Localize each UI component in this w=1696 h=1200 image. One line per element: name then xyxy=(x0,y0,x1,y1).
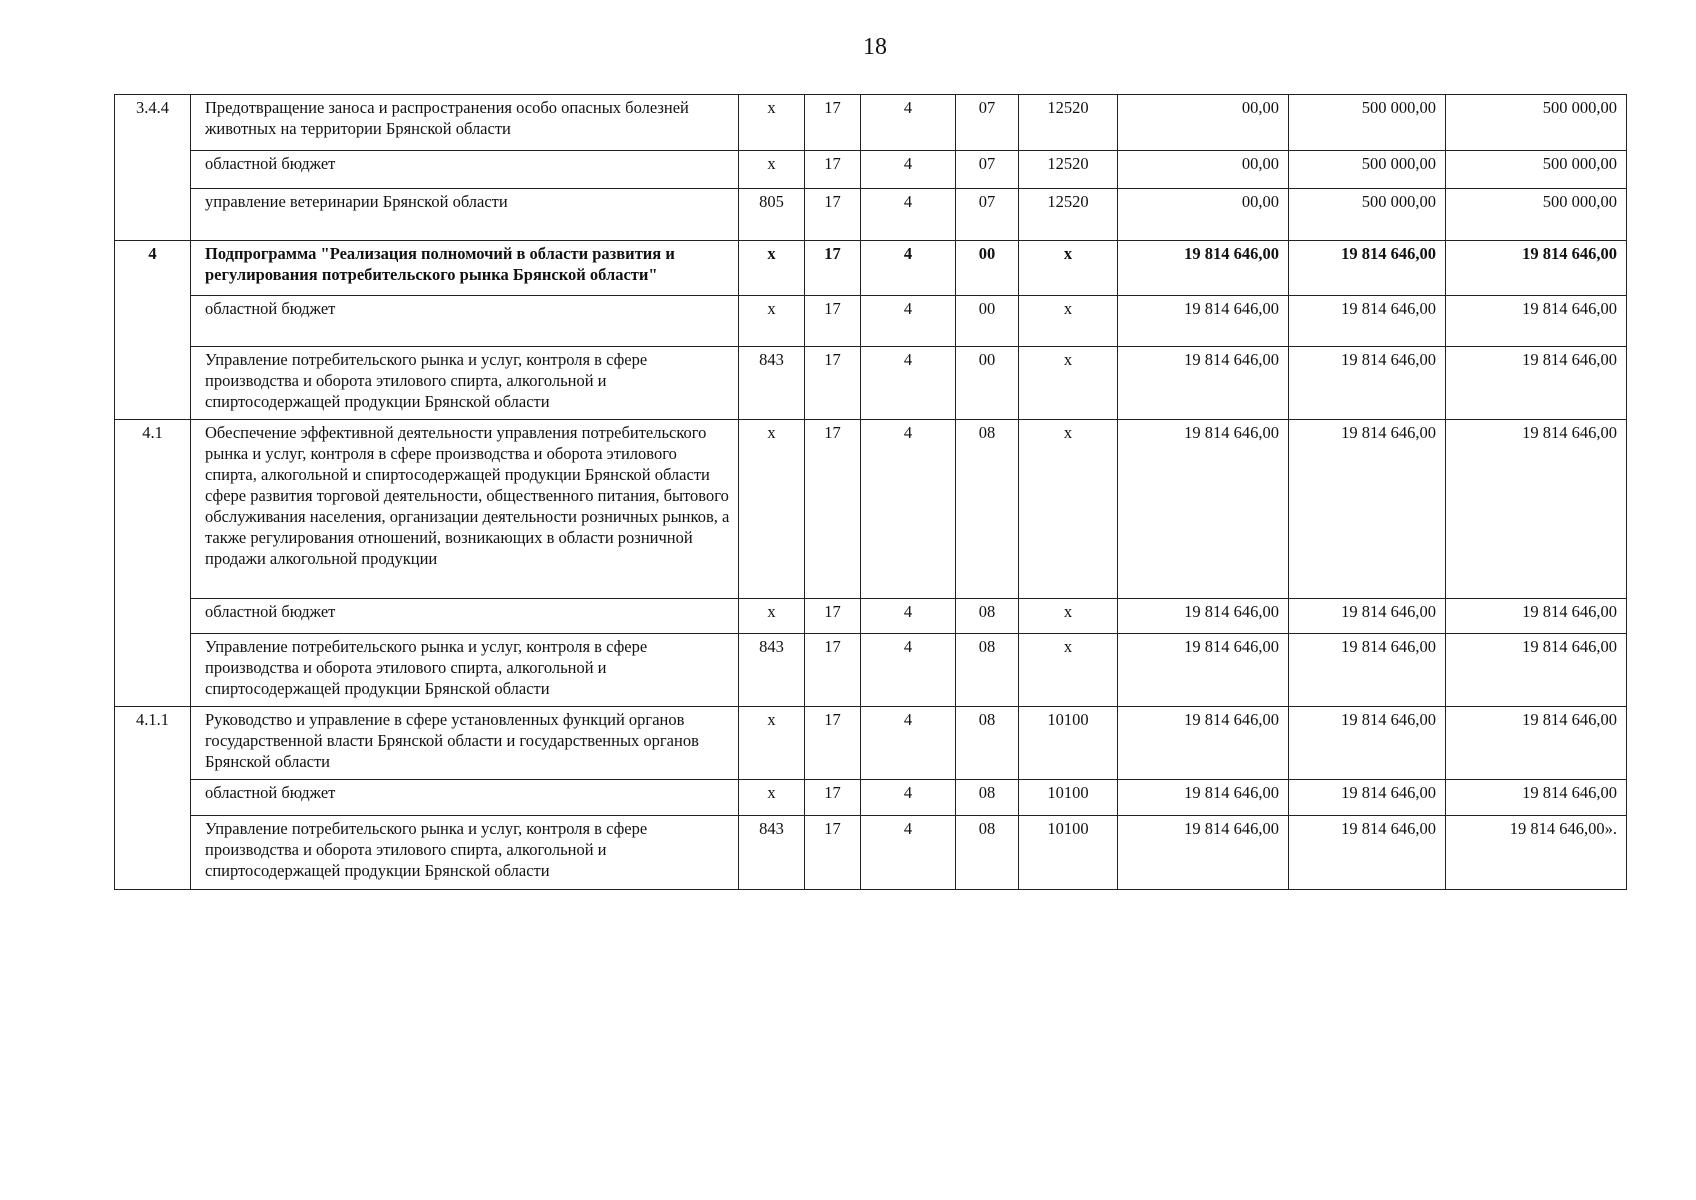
cell-code-3: 4 xyxy=(861,151,956,189)
row-number: 4.1 xyxy=(115,420,191,707)
cell-code-1: х xyxy=(739,296,805,347)
cell-amount-2: 19 814 646,00 xyxy=(1289,296,1446,347)
cell-amount-2: 19 814 646,00 xyxy=(1289,420,1446,599)
cell-code-2: 17 xyxy=(805,241,861,296)
cell-amount-2: 500 000,00 xyxy=(1289,95,1446,151)
cell-amount-3: 19 814 646,00 xyxy=(1446,634,1627,707)
cell-code-5: х xyxy=(1019,296,1118,347)
table-row xyxy=(115,151,1627,189)
row-number: 4.1.1 xyxy=(115,707,191,890)
row-description: Обеспечение эффективной деятельности управления потребительского рынка и услуг, контроля в сфере производства и оборота этилового спирта, алкогольной и спиртосодержащей продукции Брянской области сфере развития торговой деятельности, общественного питания, бытового обслуживания населения, организации деятельности розничных рынков, а также регулирования отношений, возникающих в области розничной продажи алкогольной продукции xyxy=(191,420,739,599)
row-description: Управление потребительского рынка и услуг, контроля в сфере производства и оборота этилового спирта, алкогольной и спиртосодержащей продукции Брянской области xyxy=(191,347,739,420)
cell-code-3: 4 xyxy=(861,241,956,296)
cell-amount-2: 19 814 646,00 xyxy=(1289,816,1446,890)
cell-amount-2: 19 814 646,00 xyxy=(1289,241,1446,296)
cell-code-4: 07 xyxy=(956,189,1019,241)
cell-code-4: 08 xyxy=(956,599,1019,634)
cell-code-5: х xyxy=(1019,599,1118,634)
cell-code-1: 843 xyxy=(739,634,805,707)
cell-amount-1: 19 814 646,00 xyxy=(1118,780,1289,816)
cell-code-1: 805 xyxy=(739,189,805,241)
cell-code-5: 10100 xyxy=(1019,780,1118,816)
cell-amount-3: 500 000,00 xyxy=(1446,189,1627,241)
cell-code-1: х xyxy=(739,599,805,634)
cell-amount-1: 19 814 646,00 xyxy=(1118,816,1289,890)
row-description: Управление потребительского рынка и услуг, контроля в сфере производства и оборота этилового спирта, алкогольной и спиртосодержащей продукции Брянской области xyxy=(191,634,739,707)
cell-amount-3: 500 000,00 xyxy=(1446,95,1627,151)
cell-code-1: х xyxy=(739,420,805,599)
cell-amount-3: 19 814 646,00 xyxy=(1446,296,1627,347)
cell-code-2: 17 xyxy=(805,296,861,347)
cell-amount-2: 19 814 646,00 xyxy=(1289,599,1446,634)
cell-amount-1: 00,00 xyxy=(1118,95,1289,151)
cell-code-2: 17 xyxy=(805,634,861,707)
row-number: 4 xyxy=(115,241,191,420)
cell-code-2: 17 xyxy=(805,707,861,780)
cell-amount-2: 19 814 646,00 xyxy=(1289,347,1446,420)
cell-code-3: 4 xyxy=(861,296,956,347)
cell-code-3: 4 xyxy=(861,189,956,241)
cell-amount-1: 19 814 646,00 xyxy=(1118,347,1289,420)
table-row xyxy=(115,347,1627,420)
cell-code-5: х xyxy=(1019,634,1118,707)
cell-code-3: 4 xyxy=(861,634,956,707)
cell-code-1: х xyxy=(739,95,805,151)
cell-code-3: 4 xyxy=(861,347,956,420)
cell-code-4: 08 xyxy=(956,780,1019,816)
cell-code-1: 843 xyxy=(739,816,805,890)
cell-amount-3: 19 814 646,00 xyxy=(1446,599,1627,634)
cell-code-4: 00 xyxy=(956,241,1019,296)
cell-code-2: 17 xyxy=(805,347,861,420)
row-description: Управление потребительского рынка и услуг, контроля в сфере производства и оборота этилового спирта, алкогольной и спиртосодержащей продукции Брянской области xyxy=(191,816,739,890)
cell-code-3: 4 xyxy=(861,420,956,599)
cell-amount-2: 19 814 646,00 xyxy=(1289,634,1446,707)
table-row xyxy=(115,780,1627,816)
cell-code-1: х xyxy=(739,707,805,780)
page-number: 18 xyxy=(863,34,887,60)
cell-amount-3: 19 814 646,00 xyxy=(1446,707,1627,780)
table-row xyxy=(115,189,1627,241)
cell-code-4: 07 xyxy=(956,95,1019,151)
cell-code-3: 4 xyxy=(861,707,956,780)
cell-code-5: 12520 xyxy=(1019,189,1118,241)
cell-code-5: х xyxy=(1019,420,1118,599)
cell-amount-3: 19 814 646,00». xyxy=(1446,816,1627,890)
cell-code-3: 4 xyxy=(861,599,956,634)
table-row xyxy=(115,634,1627,707)
cell-amount-3: 19 814 646,00 xyxy=(1446,347,1627,420)
cell-code-3: 4 xyxy=(861,780,956,816)
cell-amount-1: 00,00 xyxy=(1118,151,1289,189)
cell-code-4: 08 xyxy=(956,707,1019,780)
row-description: Руководство и управление в сфере установленных функций органов государственной власти Брянской области и государственных органов Брянской области xyxy=(191,707,739,780)
cell-code-2: 17 xyxy=(805,599,861,634)
cell-code-2: 17 xyxy=(805,816,861,890)
cell-code-4: 07 xyxy=(956,151,1019,189)
cell-code-5: х xyxy=(1019,241,1118,296)
cell-code-5: х xyxy=(1019,347,1118,420)
table-row xyxy=(115,816,1627,890)
cell-code-4: 00 xyxy=(956,347,1019,420)
row-description: Предотвращение заноса и распространения особо опасных болезней животных на территории Брянской области xyxy=(191,95,739,151)
cell-code-1: х xyxy=(739,241,805,296)
cell-code-4: 08 xyxy=(956,420,1019,599)
cell-code-5: 12520 xyxy=(1019,151,1118,189)
cell-code-4: 08 xyxy=(956,634,1019,707)
cell-amount-2: 19 814 646,00 xyxy=(1289,707,1446,780)
cell-amount-1: 19 814 646,00 xyxy=(1118,420,1289,599)
table-row xyxy=(115,241,1627,296)
row-description: областной бюджет xyxy=(191,780,739,816)
cell-amount-2: 19 814 646,00 xyxy=(1289,780,1446,816)
cell-amount-1: 19 814 646,00 xyxy=(1118,599,1289,634)
table-row xyxy=(115,95,1627,151)
row-description: управление ветеринарии Брянской области xyxy=(191,189,739,241)
cell-amount-3: 500 000,00 xyxy=(1446,151,1627,189)
cell-amount-3: 19 814 646,00 xyxy=(1446,780,1627,816)
table-row xyxy=(115,707,1627,780)
cell-code-1: 843 xyxy=(739,347,805,420)
cell-amount-1: 19 814 646,00 xyxy=(1118,241,1289,296)
budget-table xyxy=(114,94,1627,890)
cell-amount-2: 500 000,00 xyxy=(1289,151,1446,189)
cell-code-5: 10100 xyxy=(1019,816,1118,890)
cell-code-4: 00 xyxy=(956,296,1019,347)
cell-code-2: 17 xyxy=(805,780,861,816)
cell-code-2: 17 xyxy=(805,189,861,241)
cell-amount-3: 19 814 646,00 xyxy=(1446,241,1627,296)
table-row xyxy=(115,296,1627,347)
cell-amount-1: 19 814 646,00 xyxy=(1118,707,1289,780)
cell-amount-2: 500 000,00 xyxy=(1289,189,1446,241)
cell-amount-1: 19 814 646,00 xyxy=(1118,634,1289,707)
table-row xyxy=(115,420,1627,599)
cell-code-2: 17 xyxy=(805,420,861,599)
cell-code-2: 17 xyxy=(805,151,861,189)
row-description: областной бюджет xyxy=(191,599,739,634)
table-row xyxy=(115,599,1627,634)
cell-code-5: 10100 xyxy=(1019,707,1118,780)
cell-amount-3: 19 814 646,00 xyxy=(1446,420,1627,599)
row-description: областной бюджет xyxy=(191,151,739,189)
cell-code-3: 4 xyxy=(861,816,956,890)
cell-code-4: 08 xyxy=(956,816,1019,890)
row-description: Подпрограмма "Реализация полномочий в области развития и регулирования потребительского рынка Брянской области" xyxy=(191,241,739,296)
row-description: областной бюджет xyxy=(191,296,739,347)
cell-amount-1: 00,00 xyxy=(1118,189,1289,241)
cell-code-1: х xyxy=(739,780,805,816)
row-number: 3.4.4 xyxy=(115,95,191,241)
cell-amount-1: 19 814 646,00 xyxy=(1118,296,1289,347)
cell-code-1: х xyxy=(739,151,805,189)
cell-code-2: 17 xyxy=(805,95,861,151)
cell-code-5: 12520 xyxy=(1019,95,1118,151)
cell-code-3: 4 xyxy=(861,95,956,151)
